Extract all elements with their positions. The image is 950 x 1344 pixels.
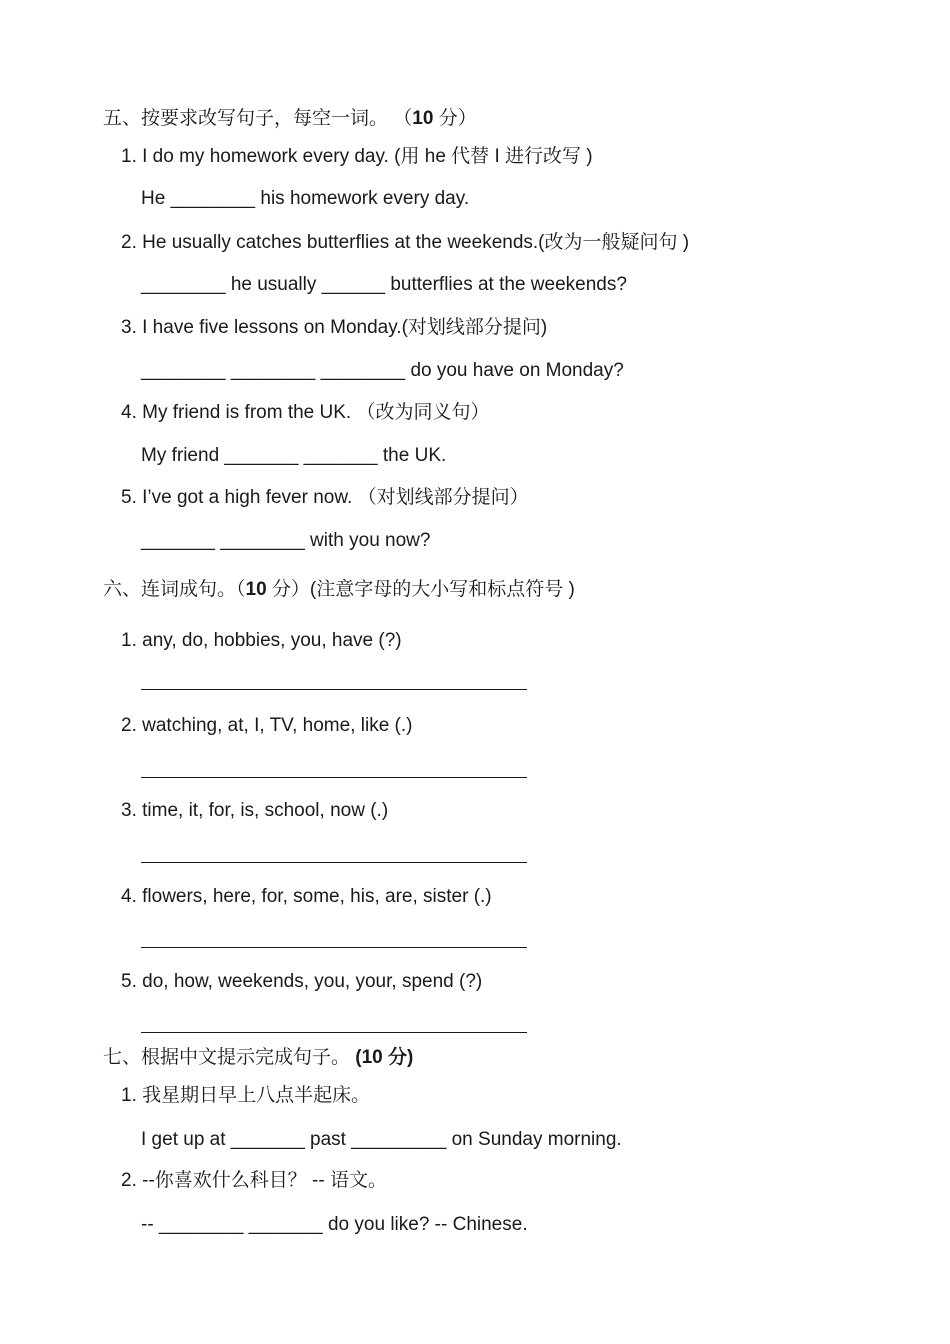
s6-answer-line-1 (141, 689, 527, 690)
s5-question-1: 1. I do my homework every day. (用 he 代替 I 进行改写 ) (121, 146, 593, 167)
s7-question-2: 2. --你喜欢什么科目？ -- 语文。 (121, 1170, 387, 1191)
s5-question-3: 3. I have five lessons on Monday.(对划线部分提问) (121, 317, 548, 338)
s5-answer-1: He ________ his homework every day. (141, 188, 470, 209)
s7-answer-1: I get up at _______ past _________ on Sunday morning. (141, 1129, 622, 1150)
section-6-heading (103, 578, 575, 602)
section-6-score: 10 (245, 579, 267, 600)
section-5-title: 五、按要求改写句子，每空一词。 （ (103, 108, 413, 129)
s7-answer-2: -- ________ _______ do you like? -- Chinese. (141, 1214, 528, 1235)
s6-answer-line-2 (141, 777, 527, 778)
s6-words-2: 2. watching, at, I, TV, home, like (.) (121, 715, 413, 736)
s6-answer-line-3 (141, 862, 527, 863)
section-7-heading (103, 1046, 413, 1070)
s6-words-4: 4. flowers, here, for, some, his, are, sister (.) (121, 886, 492, 907)
section-6-title: 六、连词成句。（ (103, 579, 246, 600)
s5-question-4: 4. My friend is from the UK. （改为同义句） (121, 402, 490, 423)
s6-answer-line-5 (141, 1032, 527, 1033)
s6-words-3: 3. time, it, for, is, school, now (.) (121, 800, 389, 821)
section-5-heading (103, 107, 477, 131)
s5-answer-5: _______ ________ with you now? (141, 530, 431, 551)
section-7-title: 七、根据中文提示完成句子。 (103, 1047, 356, 1068)
section-5-score-suffix: 分） (433, 108, 477, 129)
section-6-note: 分）(注意字母的大小写和标点符号 ) (266, 579, 575, 600)
s6-words-1: 1. any, do, hobbies, you, have (?) (121, 630, 402, 651)
s5-question-2: 2. He usually catches butterflies at the weekends.(改为一般疑问句 ) (121, 232, 690, 253)
section-7-score: (10 分) (355, 1047, 414, 1068)
s5-question-5: 5. I’ve got a high fever now. （对划线部分提问） (121, 487, 529, 508)
s6-answer-line-4 (141, 947, 527, 948)
s5-answer-2: ________ he usually ______ butterflies at the weekends? (141, 274, 627, 295)
section-5-score: 10 (412, 108, 434, 129)
s7-question-1: 1. 我星期日早上八点半起床。 (121, 1085, 371, 1106)
s5-answer-4: My friend _______ _______ the UK. (141, 445, 447, 466)
s5-answer-3: ________ ________ ________ do you have on Monday? (141, 360, 624, 381)
s6-words-5: 5. do, how, weekends, you, your, spend (?) (121, 971, 483, 992)
